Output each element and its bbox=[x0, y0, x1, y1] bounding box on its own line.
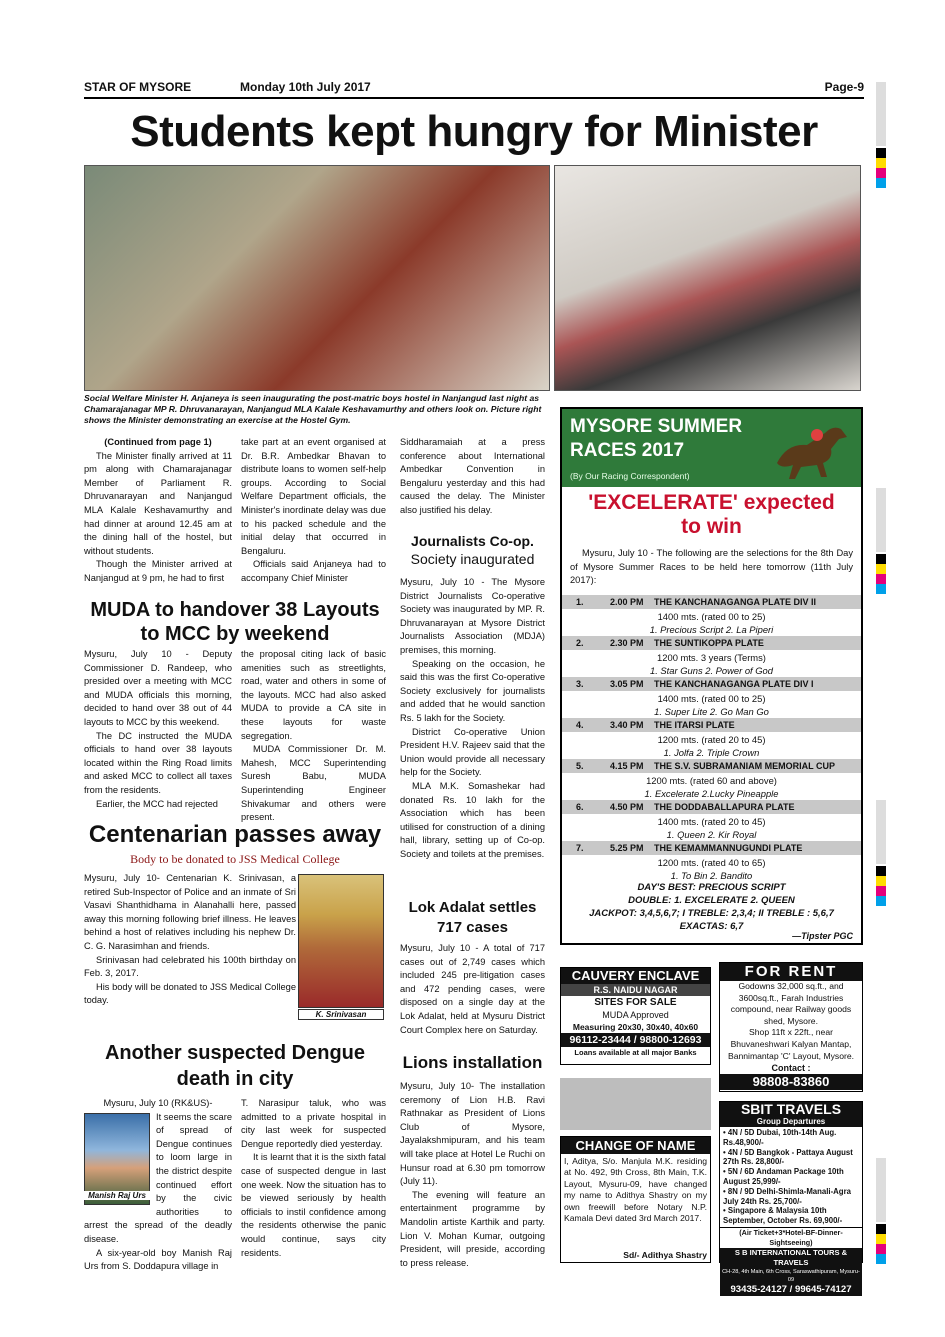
muda-col-1 bbox=[84, 648, 232, 811]
exactas-tip: EXACTAS: 6,7 bbox=[679, 921, 744, 932]
continued-note: (Continued from page 1) bbox=[104, 437, 212, 447]
race-details bbox=[562, 815, 861, 841]
journalists-headline bbox=[400, 532, 545, 568]
centenarian-paragraph: Srinivasan had celebrated his 100th birthday on Feb. 3, 2017. bbox=[84, 954, 296, 979]
centenarian-subtitle: Body to be donated to JSS Medical College bbox=[130, 852, 340, 866]
lead-paragraph: take part at an event organised at Dr. B.R. Ambedkar Bhavan to distribute loans to women self-help groups. According to Social Welfare Department officials, the Minister's inordinate delay was due to his packed schedule and the initial delay that occurred in Bengaluru. bbox=[241, 437, 386, 556]
races-headline-line: 'EXCELERATE' expected bbox=[588, 491, 835, 514]
photo-caption: Social Welfare Minister H. Anjaneya is seen inaugurating the post-matric boys hostel in Nanjangud last night as Chamarajanagar MP R. Dhruvanarayan, Nanjangud MLA Kalale Keshavamurthy and others look on. Picture right shows the Minister demonstrating an exercise at the Hostel Gym. bbox=[84, 393, 542, 426]
page-number: Page-9 bbox=[824, 80, 864, 94]
journalists-col bbox=[400, 576, 545, 861]
for-rent-title: FOR RENT bbox=[720, 963, 862, 981]
lions-headline: Lions installation bbox=[402, 1053, 543, 1072]
race-details bbox=[562, 774, 861, 800]
sbit-package: • 4N / 5D Bangkok - Pattaya August 27th Rs. 28,800/- bbox=[723, 1147, 853, 1167]
sbit-package: • 4N / 5D Dubai, 10th-14th Aug. Rs.48,900/- bbox=[723, 1128, 837, 1147]
sbit-phone: 93435-24127 / 99645-74127 bbox=[720, 1284, 862, 1296]
dengue-col-1 bbox=[84, 1097, 232, 1274]
masthead-rule bbox=[84, 97, 864, 99]
sbit-package: • Singapore & Malaysia 10th September, October Rs. 69,900/- bbox=[723, 1206, 843, 1226]
change-of-name-body: I, Aditya, S/o. Manjula M.K. residing at No. 492, 9th Cross, 8th Main, T.K. Layout, Mysuru-09, have changed my name to Adithya Shastry on my own freewill before Notary N.P. Kamala Devi dated 3rd March 2017. bbox=[564, 1156, 707, 1224]
cauvery-footer: Loans available at all major Banks bbox=[574, 1048, 697, 1057]
sbit-package: • 5N / 6D Andaman Package 10th August 25,999/- bbox=[723, 1167, 844, 1186]
muda-paragraph: The DC instructed the MUDA officials to hand over 38 layouts located within the Ring Road limits and asked MCC to collect all taxes from the residents. bbox=[84, 730, 232, 795]
muda-paragraph: Mysuru, July 10 - Deputy Commissioner D. Randeep, who presided over a meeting with MCC and MUDA officials this morning, decided to hand over 38 out of 44 layouts to MCC by this weekend. bbox=[84, 649, 232, 727]
sbit-note: (Air Ticket+3*Hotel-BF-Dinner-Sightseeing) bbox=[720, 1227, 862, 1248]
change-of-name-signature: Sd/- Adithya Shastry bbox=[623, 1250, 707, 1260]
race-row bbox=[562, 841, 861, 855]
race-number: 5. bbox=[576, 761, 584, 771]
races-title-line: RACES 2017 bbox=[570, 440, 685, 461]
for-rent-ad bbox=[719, 962, 863, 1092]
dengue-col-2 bbox=[241, 1097, 386, 1260]
race-row bbox=[562, 677, 861, 691]
race-name: THE DODDABALLAPURA PLATE bbox=[654, 802, 795, 812]
race-number: 4. bbox=[576, 720, 584, 730]
race-picks: 1. Excelerate 2.Lucky Pineapple bbox=[644, 788, 779, 799]
issue-date: Monday 10th July 2017 bbox=[240, 80, 371, 94]
centenarian-headline: Centenarian passes away bbox=[88, 821, 382, 848]
gym-photo bbox=[554, 165, 861, 391]
race-distance: 1400 mts. (rated 00 to 25) bbox=[657, 693, 766, 704]
race-row bbox=[562, 800, 861, 814]
races-intro-text: Mysuru, July 10 - The following are the selections for the 8th Day of Mysore Summer Races to be held here tomorrow (11th July 2017): bbox=[570, 548, 853, 586]
lead-col-1 bbox=[84, 436, 232, 586]
race-distance: 1400 mts. (rated 20 to 45) bbox=[657, 816, 766, 827]
srinivasan-photo bbox=[298, 874, 384, 1008]
sbit-list bbox=[720, 1127, 862, 1227]
race-picks: 1. Precious Script 2. La Piperi bbox=[649, 624, 774, 635]
cauvery-enclave-ad bbox=[560, 967, 711, 1065]
race-picks: 1. Super Lite 2. Go Man Go bbox=[654, 706, 769, 717]
manish-caption: Manish Raj Urs bbox=[84, 1191, 150, 1200]
lead-paragraph: The Minister finally arrived at 11 pm along with Chamarajanagar Member of Parliament R. Dhruvanarayan and Nanjangud MLA Kalale Keshavamurthy and had dinner at around 12.45 am at the dining hall of the hostel, but without students. bbox=[84, 450, 232, 556]
print-mark bbox=[876, 82, 886, 146]
for-rent-phone: 98808-83860 bbox=[720, 1074, 862, 1090]
cauvery-line: SITES FOR SALE bbox=[594, 997, 677, 1008]
sbit-package: • 8N / 9D Delhi-Shimla-Manali-Agra July 24th Rs. 25,700/- bbox=[723, 1186, 851, 1206]
double-tip: DOUBLE: 1. EXCELERATE 2. QUEEN bbox=[628, 895, 795, 906]
journalists-title-line: Journalists Co-op. bbox=[411, 533, 534, 549]
lokadalat-title-line: Lok Adalat settles bbox=[408, 899, 537, 916]
race-number: 2. bbox=[576, 638, 584, 648]
for-rent-line: Shop 11ft x 22ft., near Bhuvaneshwari Kalyan Mantap, Bannimantap 'C' Layout, Mysore. bbox=[727, 1027, 855, 1061]
color-bar bbox=[876, 1224, 886, 1264]
dengue-paragraph: T. Narasipur taluk, who was admitted to a private hospital in city last week for suspected Dengue reportedly died yesterday. bbox=[241, 1098, 386, 1149]
muda-paragraph: Earlier, the MCC had rejected bbox=[96, 798, 218, 809]
race-number: 6. bbox=[576, 802, 584, 812]
sbit-company: S B INTERNATIONAL TOURS & TRAVELS bbox=[720, 1248, 862, 1268]
jackpot-tip: JACKPOT: 3,4,5,6,7; I TREBLE: 2,3,4; II TREBLE : 5,6,7 bbox=[589, 908, 834, 919]
race-distance: 1200 mts. (rated 60 and above) bbox=[646, 775, 777, 786]
muda-title-line: MUDA to handover 38 Layouts bbox=[90, 599, 380, 621]
races-title bbox=[570, 415, 742, 463]
race-picks: 1. Jolfa 2. Triple Crown bbox=[663, 747, 760, 758]
journalists-paragraph: District Co-operative Union President H.V. Rajeev said that the Union would provide all necessary help for the Society. bbox=[400, 726, 545, 778]
muda-col-2 bbox=[241, 648, 386, 825]
race-number: 7. bbox=[576, 843, 584, 853]
cauvery-phone: 96112-23444 / 98800-12693 bbox=[561, 1033, 710, 1047]
muda-paragraph: MUDA Commissioner Dr. M. Mahesh, MCC Superintending Suresh Babu, MUDA Superintending Engineer Shivakumar and others were present. bbox=[241, 744, 386, 823]
races-title-line: MYSORE SUMMER bbox=[570, 416, 743, 437]
race-number: 3. bbox=[576, 679, 584, 689]
paper-name: STAR OF MYSORE bbox=[84, 80, 192, 94]
change-of-name-title: CHANGE OF NAME bbox=[561, 1137, 710, 1154]
races-box bbox=[560, 407, 863, 945]
lead-paragraph: Siddharamaiah at a press conference about International Ambedkar Convention in Bengaluru yesterday and this had caused the delay. The Minister also justified his delay. bbox=[400, 437, 545, 515]
lead-paragraph: Officials said Anjaneya had to accompany Chief Minister bbox=[241, 559, 386, 583]
color-bar bbox=[876, 554, 886, 594]
cauvery-title: CAUVERY ENCLAVE bbox=[561, 968, 710, 984]
horse-icon bbox=[767, 413, 857, 483]
race-name: THE SUNTIKOPPA PLATE bbox=[654, 638, 764, 648]
dengue-headline bbox=[84, 1040, 386, 1092]
srinivasan-caption: K. Srinivasan bbox=[298, 1009, 384, 1020]
race-details bbox=[562, 692, 861, 718]
dengue-paragraph: A six-year-old boy Manish Raj Urs from S. Doddapura village in bbox=[84, 1247, 232, 1272]
inauguration-photo bbox=[84, 165, 550, 391]
lead-paragraph: Though the Minister arrived at Nanjangud at 9 pm, he had to first bbox=[84, 559, 232, 583]
lokadalat-paragraph: Mysuru, July 10 - A total of 717 cases out of 2,749 cases which included 245 pre-litigation cases and 472 pending cases, were disposed on a single day at the Lok Adalat, held at Mysuru District Court Complex here on Saturday. bbox=[400, 943, 545, 1035]
cauvery-line: MUDA Approved bbox=[602, 1010, 669, 1020]
lokadalat-headline bbox=[400, 898, 545, 938]
color-bar bbox=[876, 148, 886, 188]
race-row bbox=[562, 595, 861, 609]
races-summary bbox=[562, 881, 861, 933]
race-name: THE KANCHANAGANGA PLATE DIV I bbox=[654, 679, 814, 689]
race-distance: 1200 mts. (rated 20 to 45) bbox=[657, 734, 766, 745]
print-mark bbox=[876, 1158, 886, 1222]
race-details bbox=[562, 610, 861, 636]
muda-headline bbox=[84, 598, 386, 646]
lokadalat-title-line: 717 cases bbox=[437, 919, 508, 936]
race-name: THE ITARSI PLATE bbox=[654, 720, 735, 730]
muda-paragraph: the proposal citing lack of basic amenities such as streetlights, road, water and others in some of the layouts. MCC had also asked MUDA to provide a CA site in these layouts for waste segregation. bbox=[241, 649, 386, 741]
blank-ad-space bbox=[560, 1078, 711, 1130]
lead-col-2 bbox=[241, 436, 386, 586]
race-time: 3.40 PM bbox=[610, 720, 644, 730]
lions-paragraph: The evening will feature an entertainment programme by Mandolin artiste Karthik and party. Lion V. Mohan Kumar, outgoing President, will preside, according to press release. bbox=[400, 1189, 545, 1268]
dengue-title-line: death in city bbox=[176, 1068, 294, 1090]
lead-col-3 bbox=[400, 436, 545, 518]
cauvery-line: Measuring 20x30, 30x40, 40x60 bbox=[572, 1022, 699, 1032]
lions-paragraph: Mysuru, July 10- The installation ceremony of Lion H.B. Ravi Rathnakar as President of Lions Club of Mysore, Jayalakshmipuram, and his team will take place at Hotel Le Ruchi on Hunsur road at 6.30 pm tomorrow (July 11). bbox=[400, 1081, 545, 1187]
journalists-paragraph: Speaking on the occasion, he said this was the first Co-operative Society exclusively for journalists and added that he would sanction Rs. 5 lakh for the Society. bbox=[400, 658, 545, 723]
muda-title-line: to MCC by weekend bbox=[140, 623, 330, 645]
race-picks: 1. Queen 2. Kir Royal bbox=[666, 829, 757, 840]
race-name: THE KEMAMMANNUGUNDI PLATE bbox=[654, 843, 803, 853]
sbit-subtitle: Group Departures bbox=[720, 1117, 862, 1127]
centenarian-col bbox=[84, 872, 296, 1008]
race-details bbox=[562, 651, 861, 677]
sbit-address: CH-28, 4th Main, 6th Cross, Saraswathipuram, Mysuru-09 bbox=[720, 1268, 862, 1284]
centenarian-paragraph: Mysuru, July 10- Centenarian K. Srinivasan, a retired Sub-Inspector of Police and an inmate of Sri Vasavi Shanthidhama in Alanahalli here, passed away this morning following brief illness. He leaves behind a host of relatives including his nephew Dr. C. G. Narasimhan and friends. bbox=[84, 873, 296, 951]
race-row bbox=[562, 759, 861, 773]
races-headline bbox=[562, 491, 861, 539]
race-picks: 1. Star Guns 2. Power of God bbox=[650, 665, 773, 676]
race-time: 4.15 PM bbox=[610, 761, 644, 771]
races-byline: (By Our Racing Correspondent) bbox=[570, 471, 690, 481]
race-row bbox=[562, 718, 861, 732]
race-time: 5.25 PM bbox=[610, 843, 644, 853]
journalists-title-line: Society inaugurated bbox=[410, 551, 535, 567]
journalists-paragraph: Mysuru, July 10 - The Mysore District Journalists Co-operative Society was inaugurated by MP. R. Dhruvanarayan at Mysore District Journalists Association (MDJA) premises, this morning. bbox=[400, 577, 545, 655]
lions-col bbox=[400, 1080, 545, 1270]
change-of-name-ad bbox=[560, 1136, 711, 1263]
print-mark bbox=[876, 800, 886, 864]
race-distance: 1200 mts. 3 years (Terms) bbox=[657, 652, 766, 663]
sbit-title: SBIT TRAVELS bbox=[720, 1102, 862, 1117]
dengue-paragraph: It is learnt that it is the sixth fatal case of suspected dengue in last one week. Now the situation has to be viewed seriously by health officials to instil confidence among the residents otherwise the panic would continue, says city residents. bbox=[241, 1152, 386, 1258]
sbit-travels-ad bbox=[719, 1101, 863, 1295]
race-details bbox=[562, 856, 861, 882]
color-bar bbox=[876, 866, 886, 906]
journalists-paragraph: MLA M.K. Somashekar had donated Rs. 10 lakh for the Association which has been utilised for construction of a dining hall, library, setting up of Co-op. Society and toilets at the premises. bbox=[400, 780, 545, 859]
race-details bbox=[562, 733, 861, 759]
masthead bbox=[84, 80, 864, 96]
centenarian-paragraph: His body will be donated to JSS Medical College today. bbox=[84, 981, 296, 1006]
races-header bbox=[562, 409, 861, 487]
cauvery-subtitle: R.S. NAIDU NAGAR bbox=[561, 984, 710, 996]
race-distance: 1400 mts. (rated 00 to 25) bbox=[657, 611, 766, 622]
for-rent-line: Godowns 32,000 sq.ft., and 3600sq.ft., Farah Industries compound, near Railway goods shed, Mysore. bbox=[730, 981, 852, 1026]
race-row bbox=[562, 636, 861, 650]
races-intro bbox=[570, 547, 853, 588]
dengue-paragraph: It seems the scare of spread of Dengue continues to loom large in the district despite continued effort by the civic authorities to arrest the spread of the deadly disease. bbox=[84, 1111, 232, 1244]
race-picks: 1. To Bin 2. Bandito bbox=[670, 870, 753, 881]
race-number: 1. bbox=[576, 597, 584, 607]
race-name: THE KANCHANAGANGA PLATE DIV II bbox=[654, 597, 816, 607]
race-name: THE S.V. SUBRAMANIAM MEMORIAL CUP bbox=[654, 761, 836, 771]
days-best: DAY'S BEST: PRECIOUS SCRIPT bbox=[637, 882, 786, 893]
races-headline-line: to win bbox=[681, 515, 742, 538]
race-time: 3.05 PM bbox=[610, 679, 644, 689]
tipster: —Tipster PGC bbox=[792, 931, 853, 941]
main-headline: Students kept hungry for Minister bbox=[130, 107, 818, 156]
for-rent-contact: Contact : bbox=[771, 1063, 811, 1074]
race-distance: 1200 mts. (rated 40 to 65) bbox=[657, 857, 766, 868]
race-time: 2.30 PM bbox=[610, 638, 644, 648]
dengue-dateline: Mysuru, July 10 (RK&US)- bbox=[103, 1098, 213, 1108]
dengue-title-line: Another suspected Dengue bbox=[104, 1042, 366, 1064]
lokadalat-col bbox=[400, 942, 545, 1037]
race-time: 2.00 PM bbox=[610, 597, 644, 607]
race-time: 4.50 PM bbox=[610, 802, 644, 812]
print-mark bbox=[876, 488, 886, 552]
